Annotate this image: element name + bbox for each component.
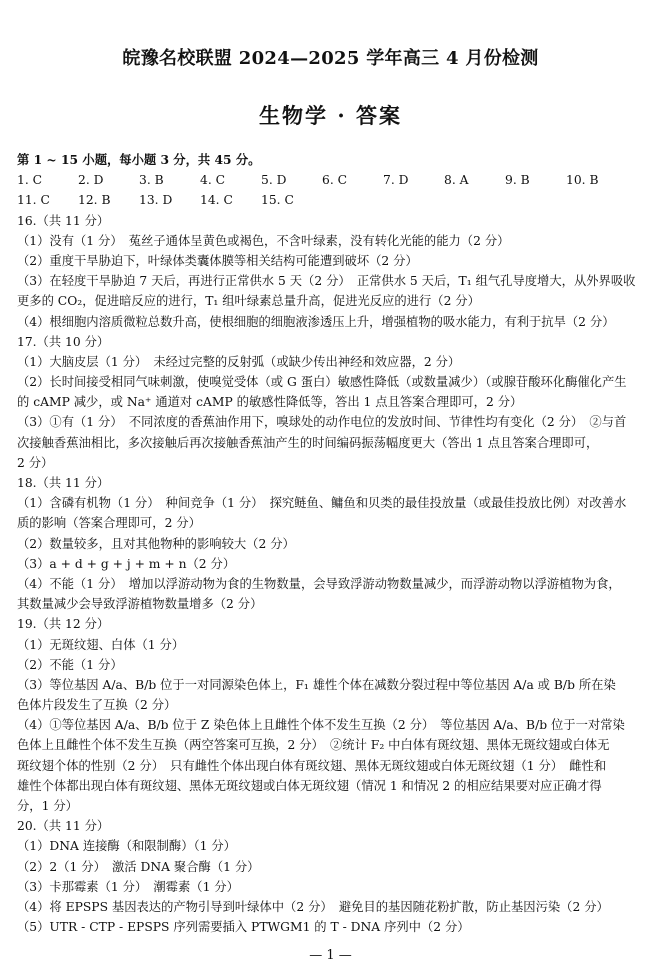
- answer-line: （3）在轻度干旱胁迫 7 天后，再进行正常供水 5 天（2 分） 正常供水 5 天后，T₁ 组气孔导度增大，从外界吸收: [17, 274, 636, 289]
- answer-line: （2）长时间接受相同气味刺激，使嗅觉受体（或 G 蛋白）敏感性降低（或数量减少）（或腺苷酸环化酶催化产生: [17, 375, 627, 390]
- answer-line: （3）①有（1 分） 不同浓度的香蕉油作用下，嗅球处的动作电位的发放时间、节律性均有变化（2 分） ②与首: [17, 415, 627, 430]
- mc-answer: 8. A: [444, 173, 469, 188]
- answer-line: 斑纹翅个体的性别（2 分） 只有雌性个体出现白体有斑纹翅、黑体无斑纹翅或白体无斑纹翅（1 分） 雌性和: [17, 758, 607, 773]
- answer-line: 更多的 CO₂，促进暗反应的进行，T₁ 组叶绿素总量升高，促进光反应的进行（2 分）: [17, 294, 480, 309]
- mc-answer: 10. B: [566, 173, 599, 188]
- exam-title: 皖豫名校联盟 2024—2025 学年高三 4 月份检测: [122, 48, 539, 69]
- answer-line: 质的影响（答案合理即可，2 分）: [17, 516, 201, 531]
- answer-line: 的 cAMP 减少，或 Na⁺ 通道对 cAMP 的敏感性降低等，答出 1 点且答案合理即可，2 分）: [17, 395, 523, 410]
- mc-answer: 14. C: [200, 193, 233, 208]
- answer-line: （4）将 EPSPS 基因表达的产物引导到叶绿体中（2 分） 避免目的基因随花粉扩散，防止基因污染（2 分）: [17, 899, 609, 914]
- answer-line: （2）重度干旱胁迫下，叶绿体类囊体膜等相关结构可能遭到破坏（2 分）: [17, 253, 418, 268]
- answer-line: （2）数量较多，且对其他物种的影响较大（2 分）: [17, 536, 295, 551]
- mc-answers-row-2: [17, 190, 645, 210]
- mc-answer: 13. D: [139, 193, 173, 208]
- answer-line: （4）①等位基因 A/a、B/b 位于 Z 染色体上且雌性个体不发生互换（2 分） 等位基因 A/a、B/b 位于一对常染: [17, 718, 625, 733]
- mc-answer: 2. D: [78, 173, 104, 188]
- answer-line: 分，1 分）: [17, 799, 78, 813]
- answer-line: 雄性个体都出现白体有斑纹翅、黑体无斑纹翅或白体无斑纹翅（情况 1 和情况 2 的相应结果要对应正确才得: [17, 778, 602, 793]
- answer-line: （1）无斑纹翅、白体（1 分）: [17, 637, 185, 652]
- answer-line: （1）大脑皮层（1 分） 未经过完整的反射弧（或缺少传出神经和效应器，2 分）: [17, 354, 461, 369]
- question-19-heading: 19.（共 12 分）: [17, 617, 110, 632]
- answer-line: （4）根细胞内溶质微粒总数升高，使根细胞的细胞液渗透压上升，增强植物的吸水能力，有利于抗旱（2 分）: [17, 314, 615, 329]
- answer-line: （1）DNA 连接酶（和限制酶）（1 分）: [17, 839, 236, 854]
- answer-line: 2 分）: [17, 455, 54, 470]
- mc-answer: 1. C: [17, 173, 43, 188]
- mc-intro: 第 1 ~ 15 小题，每小题 3 分，共 45 分。: [17, 152, 261, 167]
- answer-line: （4）不能（1 分） 增加以浮游动物为食的生物数量，会导致浮游动物数量减少，而浮游动物以浮游植物为食，: [17, 576, 621, 591]
- mc-answer: 5. D: [261, 173, 287, 188]
- question-16-heading: 16.（共 11 分）: [17, 213, 110, 228]
- answer-line: （1）含磷有机物（1 分） 种间竞争（1 分） 探究鲢鱼、鳙鱼和贝类的最佳投放量（或最佳投放比例）对改善水: [17, 496, 627, 511]
- mc-answer: 6. C: [322, 173, 348, 188]
- answer-line: （3）等位基因 A/a、B/b 位于一对同源染色体上，F₁ 雄性个体在减数分裂过程中等位基因 A/a 或 B/b 所在染: [17, 677, 616, 692]
- mc-answer: 3. B: [139, 173, 164, 188]
- answer-line: 次接触香蕉油相比，多次接触后再次接触香蕉油产生的时间编码振荡幅度更大（答出 1 点且答案合理即可，: [17, 435, 599, 450]
- answer-line: 色体上且雌性个体不发生互换（两空答案可互换，2 分） ②统计 F₂ 中白体有斑纹翅、黑体无斑纹翅或白体无: [17, 738, 610, 753]
- mc-answer: 12. B: [78, 193, 111, 208]
- answer-line: （3）a + d + g + j + m + n（2 分）: [17, 556, 236, 571]
- question-20-heading: 20.（共 11 分）: [17, 819, 110, 834]
- mc-answer: 9. B: [505, 173, 530, 188]
- answer-line: （2）2（1 分） 激活 DNA 聚合酶（1 分）: [17, 859, 260, 874]
- answer-content: [17, 150, 645, 937]
- answer-subtitle: 生物学 · 答案: [259, 103, 402, 128]
- mc-answers-row-1: [17, 170, 645, 190]
- answer-line: 色体片段发生了互换（2 分）: [17, 698, 177, 713]
- answer-line: （3）卡那霉素（1 分） 潮霉素（1 分）: [17, 879, 239, 894]
- question-17-heading: 17.（共 10 分）: [17, 334, 110, 349]
- mc-answer: 7. D: [383, 173, 409, 188]
- answer-line: 其数量减少会导致浮游植物数量增多（2 分）: [17, 597, 263, 612]
- mc-answer: 15. C: [261, 193, 294, 208]
- answer-line: （1）没有（1 分） 菟丝子通体呈黄色或褐色，不含叶绿素，没有转化光能的能力（2 分）: [17, 233, 510, 248]
- mc-answer: 11. C: [17, 193, 50, 208]
- mc-answer: 4. C: [200, 173, 226, 188]
- answer-line: （2）不能（1 分）: [17, 657, 123, 672]
- answer-line: （5）UTR - CTP - EPSPS 序列需要插入 PTWGM1 的 T - DNA 序列中（2 分）: [17, 920, 470, 935]
- question-18-heading: 18.（共 11 分）: [17, 476, 110, 490]
- page-number: — 1 —: [309, 948, 352, 963]
